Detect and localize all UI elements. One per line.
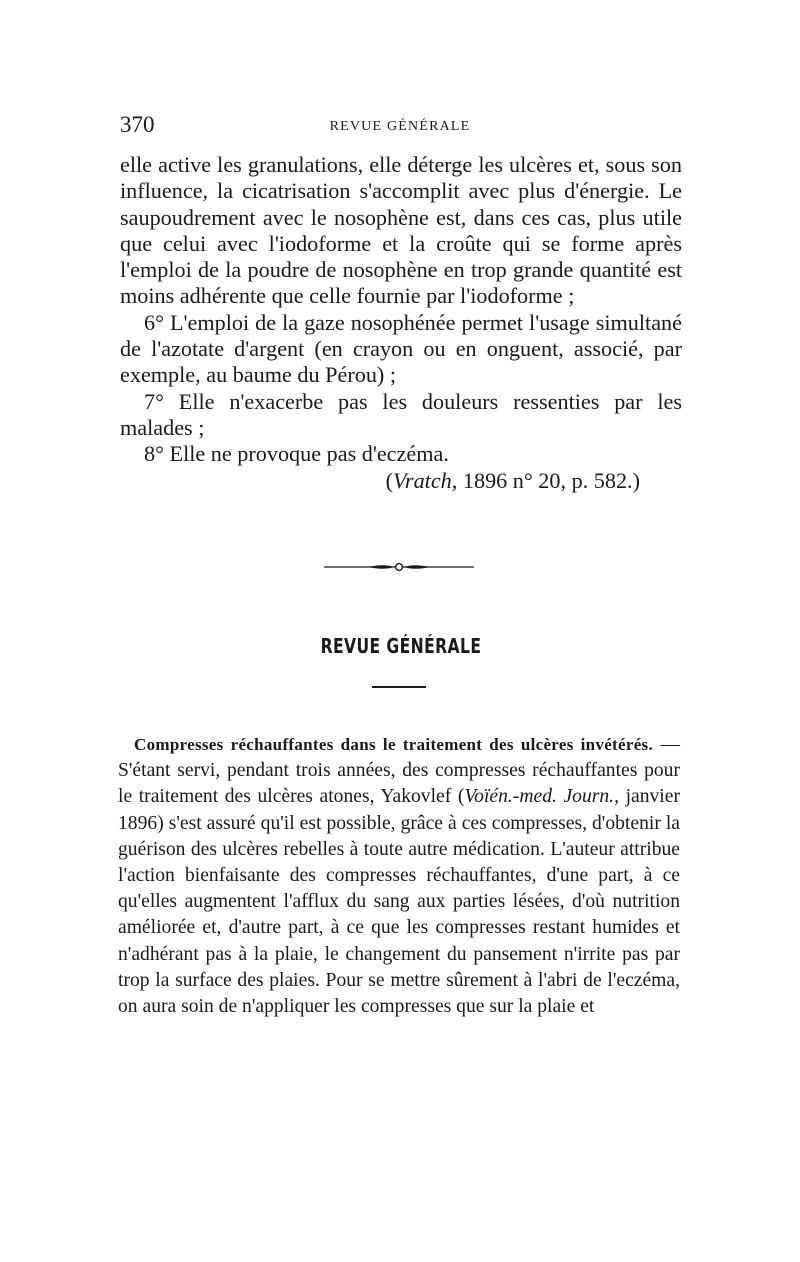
page-number: 370 <box>120 112 155 137</box>
citation-details: 1896 n° 20, p. 582.) <box>457 467 640 493</box>
citation <box>120 468 682 494</box>
article-text-2: janvier 1896) s'est assuré qu'il est possible, grâce à ces compresses, d'obtenir la guérison des ulcères rebelles à toute autre médication. L'auteur attribue l'action bienfaisante des compresses réchauffantes, d'une part, à ce qu'elles augmentent l'afflux du sang aux parties lésées, d'où nutrition améliorée et, d'autre part, à ce que les compresses restant humides et n'adhérant pas à la plaie, le changement du pansement n'irrite pas par trop la surface des plaies. Pour se mettre sûrement à l'abri de l'eczéma, on aura soin de n'appliquer les compresses que sur la plaie et <box>118 786 680 1018</box>
article-paragraph <box>118 732 680 1020</box>
paragraph-continuation: elle active les granulations, elle déterge les ulcères et, sous son influence, la cicatrisation s'accomplit avec plus d'énergie. Le saupoudrement avec le nosophène est, dans ces cas, plus utile que celui avec l'iodoforme et la croûte qui se forme après l'emploi de la poudre de nosophène en trop grande quantité est moins adhérente que celle fournie par l'iodoforme ; <box>120 152 682 309</box>
list-item-8: 8° Elle ne provoque pas d'eczéma. <box>144 441 449 467</box>
journal-name: Voïén.-med. Journ., <box>464 786 619 808</box>
citation-open: ( <box>385 467 394 493</box>
page-header <box>120 112 680 142</box>
article-text-1: — S'étant servi, pendant trois années, des compresses réchauffantes pour le traitement des ulcères atones, Yakovlef ( <box>118 734 680 808</box>
ornament-divider-icon <box>324 556 474 578</box>
list-item-7: 7° Elle n'exacerbe pas les douleurs ressenties par les malades ; <box>120 388 682 440</box>
body-text <box>120 152 682 494</box>
citation-source: Vratch, <box>393 467 458 493</box>
article <box>118 732 680 1020</box>
article-heading: Compresses réchauffantes dans le traitement des ulcères invétérés. <box>134 735 654 754</box>
list-item-6: 6° L'emploi de la gaze nosophénée permet l'usage simultané de l'azotate d'argent (en crayon ou en onguent, associé, par exemple, au baume du Pérou) ; <box>120 309 682 388</box>
section-title: REVUE GÉNÉRALE <box>320 634 482 658</box>
running-head: REVUE GÉNÉRALE <box>329 119 471 134</box>
title-rule <box>372 686 426 688</box>
